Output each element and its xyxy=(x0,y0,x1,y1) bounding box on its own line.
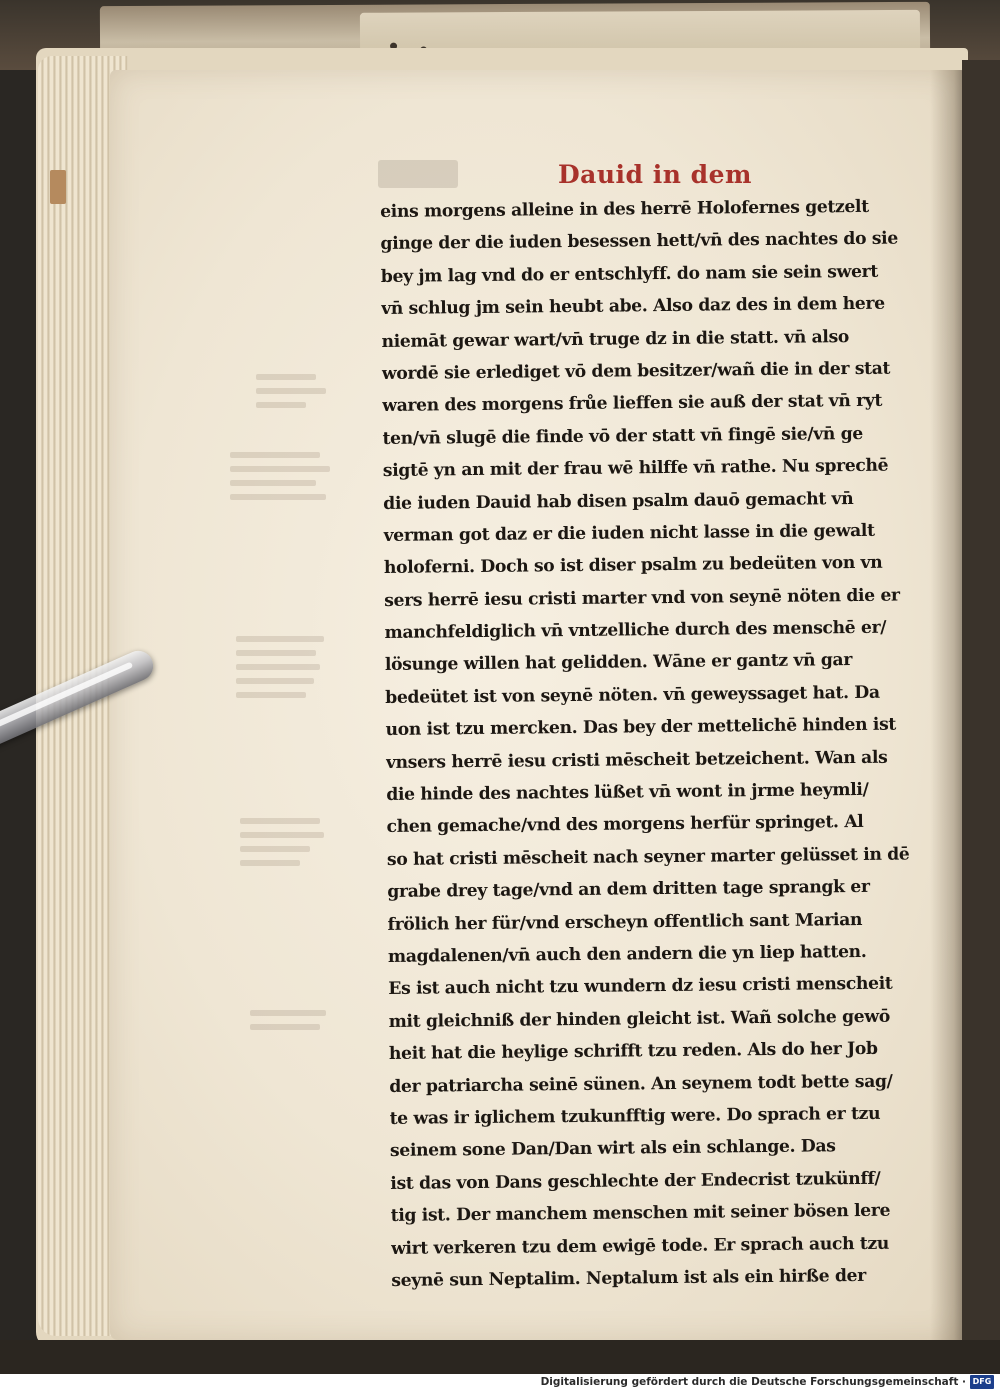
running-head: Dauid in dem xyxy=(558,160,752,189)
text-line: lösunge willen hat gelidden. Wāne er gantz vn̄ gar xyxy=(384,650,853,676)
right-background xyxy=(962,60,1000,1360)
text-line: wirt verkeren tzu dem ewigē tode. Er sprach auch tzu xyxy=(390,1233,890,1259)
text-line: verman got daz er die iuden nicht lasse in die gewalt xyxy=(383,520,875,546)
text-line: manchfeldiglich vn̄ vntzelliche durch des menschē er/ xyxy=(384,617,887,644)
dfg-logo: DFG xyxy=(970,1375,994,1389)
text-line: sigtē yn an mit der frau wē hilffe vn̄ rathe. Nu sprechē xyxy=(382,455,889,482)
text-line: seynē sun Neptalim. Neptalum ist als ein hirße der xyxy=(391,1265,866,1291)
text-line: die hinde des nachtes lüßet vn̄ wont in jrme heymli/ xyxy=(386,779,869,805)
folio-number-ghost xyxy=(378,160,458,188)
leather-tab xyxy=(50,170,66,204)
bleed-through-marks xyxy=(230,452,330,508)
text-line: waren des morgens frůe lieffen sie auß der stat vn̄ ryt xyxy=(382,391,883,417)
text-line: frölich her für/vnd erscheyn offentlich sant Marian xyxy=(387,909,863,935)
text-line: sers herrē iesu cristi marter vnd von seynē nöten die er xyxy=(384,585,900,611)
text-line: magdalenen/vn̄ auch den andern die yn liep hatten. xyxy=(387,941,867,967)
text-line: die iuden Dauid hab disen psalm dauō gemacht vn̄ xyxy=(383,488,854,514)
text-line: uon ist tzu mercken. Das bey der mettelichē hinden ist xyxy=(385,714,897,741)
text-line: holoferni. Doch so ist diser psalm zu bedeüten von vn xyxy=(383,553,883,579)
main-text-block xyxy=(380,190,932,1297)
text-line: so hat cristi mēscheit nach seyner marter gelüsset in dē xyxy=(386,844,910,870)
bottom-background xyxy=(0,1340,1000,1374)
text-line: bey jm lag vnd do er entschlyff. do nam sie sein swert xyxy=(380,261,879,287)
text-line: seinem sone Dan/Dan wirt als ein schlange. Das xyxy=(389,1136,836,1162)
text-line: bedeütet ist von seynē nöten. vn̄ geweyssaget hat. Da xyxy=(385,682,880,708)
text-line: mit gleichniß der hinden gleicht ist. Wañ solche gewō xyxy=(388,1006,891,1032)
text-line: tig ist. Der manchem menschen mit seiner bösen lere xyxy=(390,1200,891,1227)
bleed-through-marks xyxy=(240,818,330,874)
text-line: Es ist auch nicht tzu wundern dz iesu cristi menscheit xyxy=(388,974,893,1000)
text-line: te was ir iglichem tzukunfftig were. Do sprach er tzu xyxy=(389,1103,881,1129)
text-line: eins morgens alleine in des herrē Holofernes getzelt xyxy=(380,196,869,222)
text-line: heit hat die heylige schrifft tzu reden. Als do her Job xyxy=(388,1038,878,1065)
text-line: grabe drey tage/vnd an dem dritten tage sprangk er xyxy=(387,877,870,903)
text-line: vnsers herrē iesu cristi mēscheit betzeichent. Wan als xyxy=(385,747,888,773)
text-line: vn̄ schlug jm sein heubt abe. Also daz des in dem here xyxy=(381,293,885,320)
text-line: chen gemache/vnd des morgens herfür springet. Al xyxy=(386,812,864,838)
text-line: wordē sie erlediget vō dem besitzer/wañ die in der stat xyxy=(381,358,891,384)
text-line: niemāt gewar wart/vn̄ truge dz in die statt. vn̄ also xyxy=(381,326,850,352)
bleed-through-marks xyxy=(250,1010,330,1038)
text-line: ginge der die iuden besessen hett/vn̄ des nachtes do sie xyxy=(380,228,898,255)
funding-credit: Digitalisierung gefördert durch die Deutsche Forschungsgemeinschaft · xyxy=(540,1376,966,1388)
text-line: der patriarcha seinē sünen. An seynem todt bette sag/ xyxy=(389,1071,893,1097)
text-line: ten/vn̄ slugē die finde vō der statt vn̄ fingē sie/vn̄ ge xyxy=(382,423,864,449)
bleed-through-marks xyxy=(236,636,326,706)
bleed-through-marks xyxy=(256,374,326,416)
text-line: ist das von Dans geschlechte der Endecrist tzukünff/ xyxy=(390,1168,881,1194)
